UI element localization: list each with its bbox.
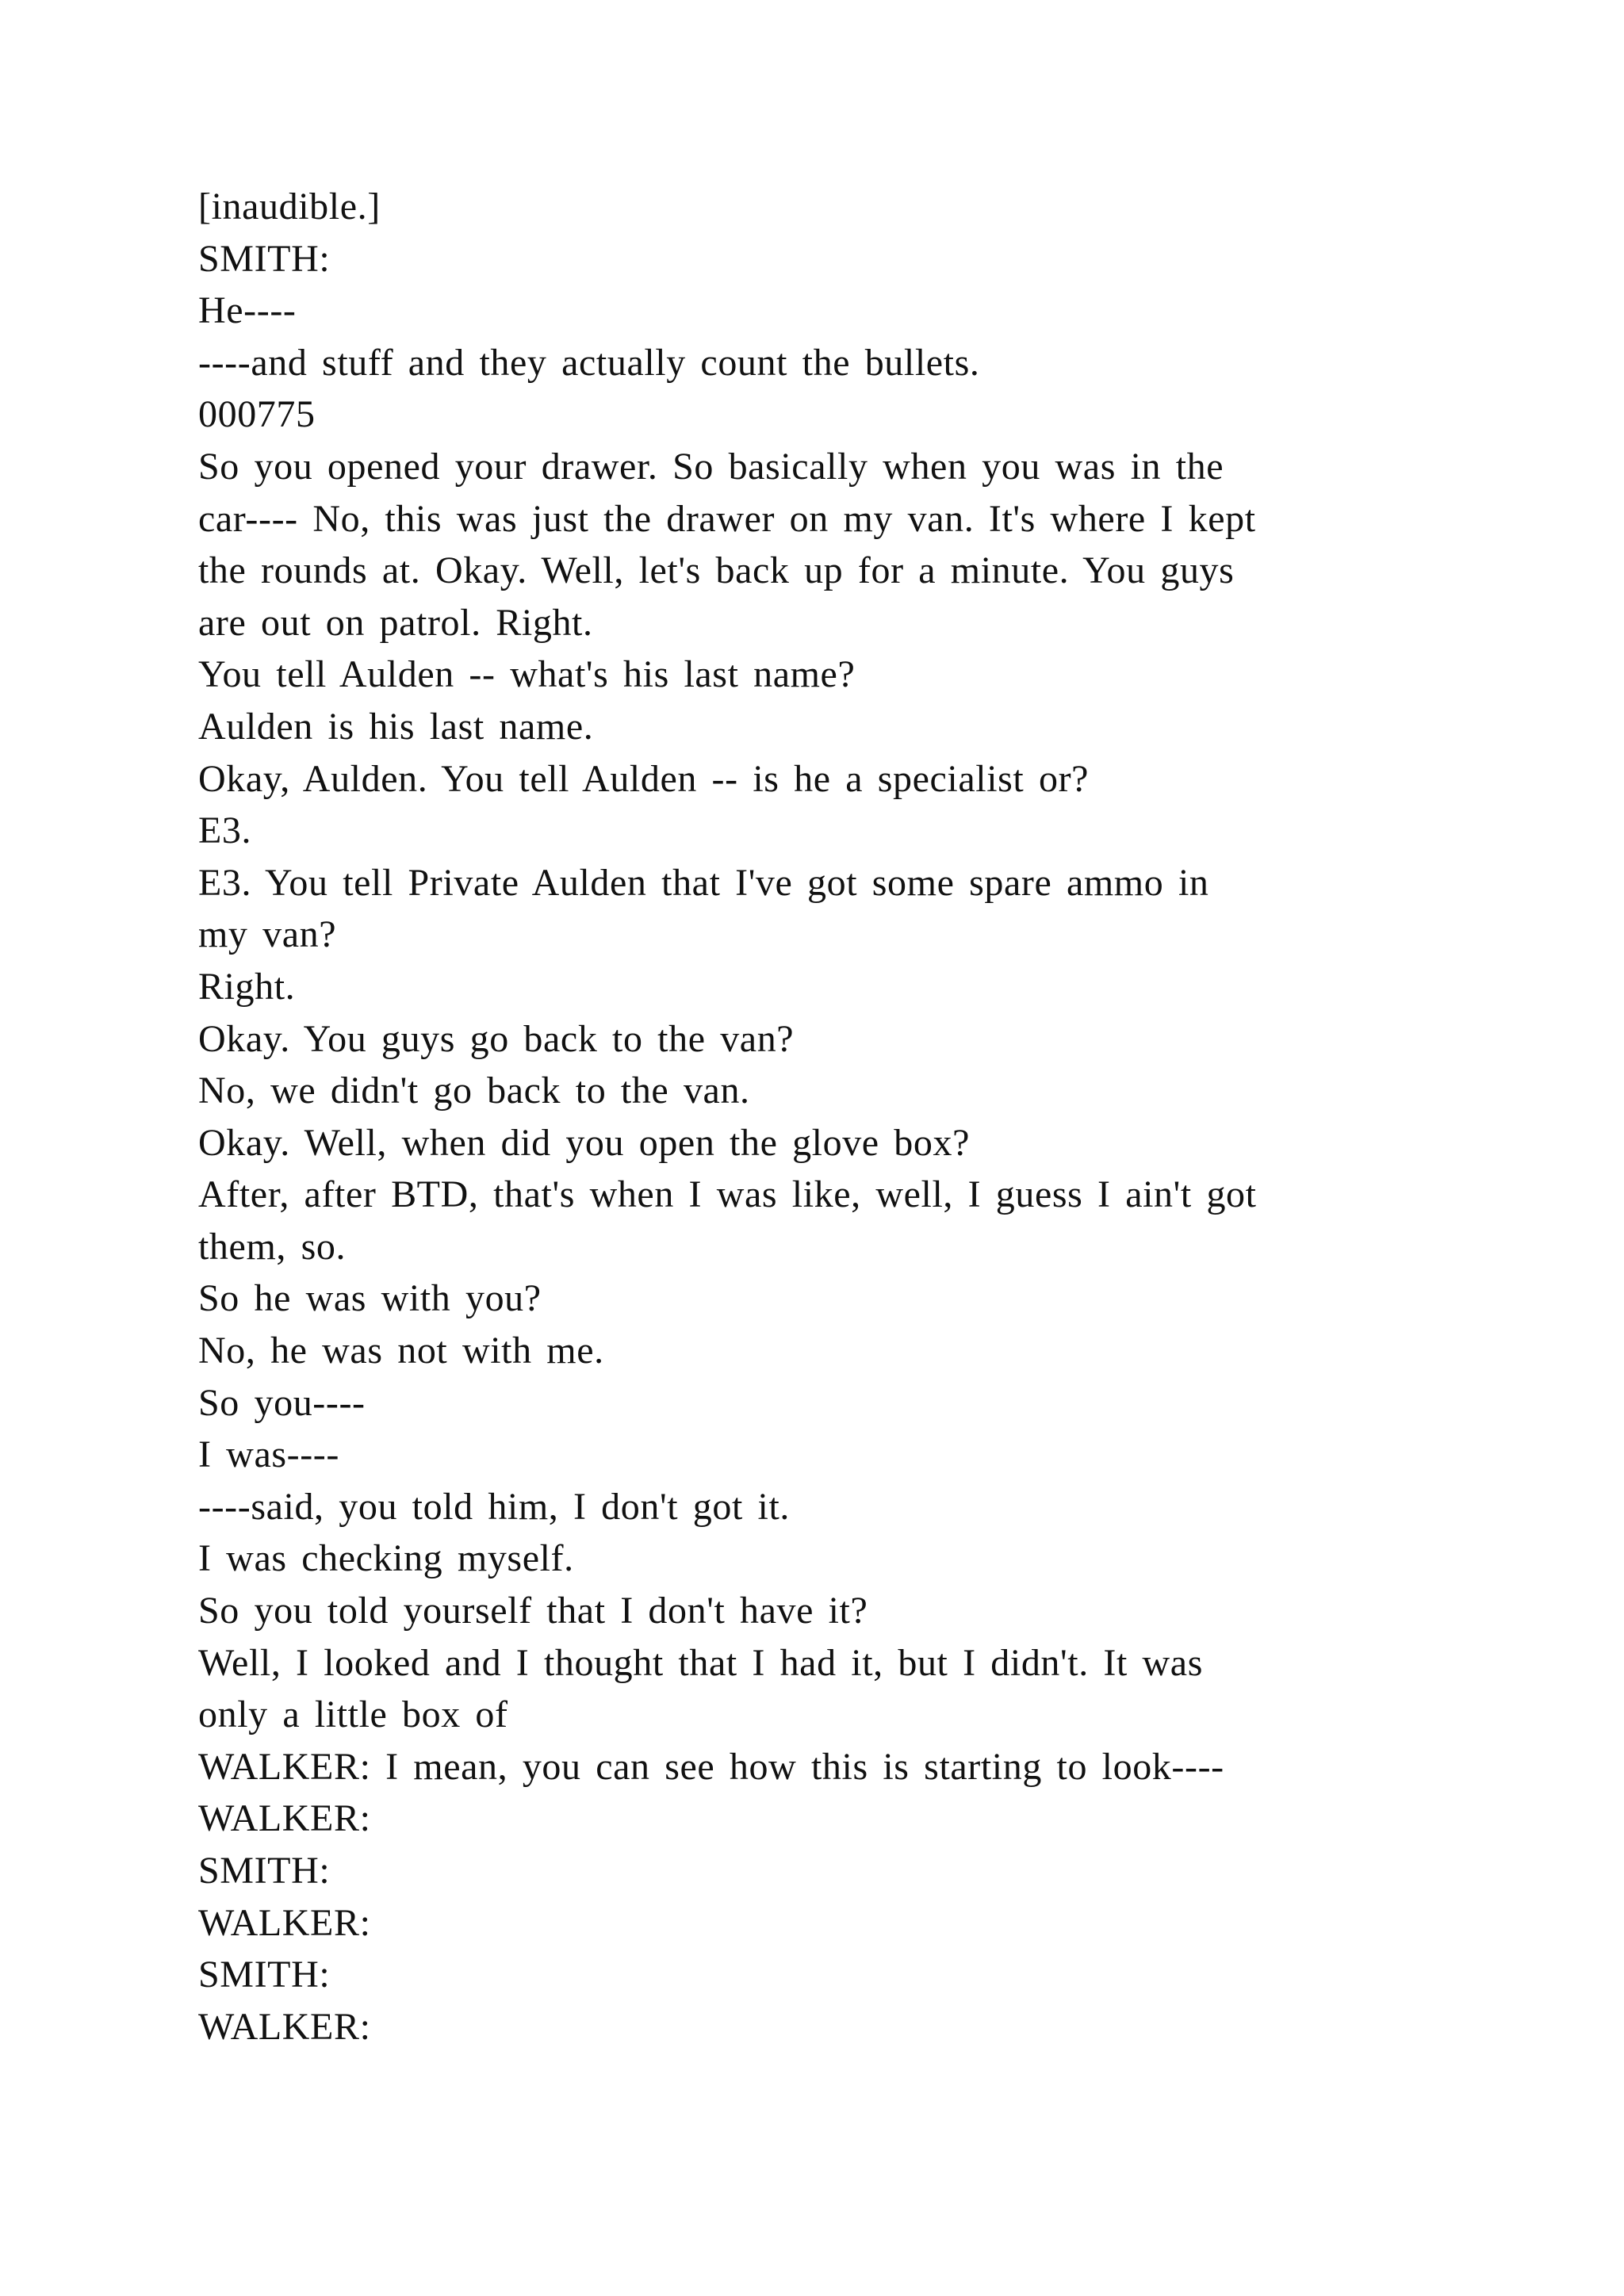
transcript-line: Okay, Aulden. You tell Aulden -- is he a specialist or? [198,757,1090,800]
transcript-line: ----and stuff and they actually count the bullets. [198,341,980,384]
speaker-label: SMITH: [198,1850,331,1892]
transcript-line: E3. You tell Private Aulden that I've got some spare ammo in [198,861,1209,904]
speaker-label: WALKER: [198,2005,371,2048]
bates-number: 000775 [198,393,316,436]
transcript-line: So he was with you? [198,1277,542,1320]
transcript-line: ----said, you told him, I don't got it. [198,1485,790,1528]
transcript-line: are out on patrol. Right. [198,601,593,644]
transcript-line: Okay. You guys go back to the van? [198,1017,795,1060]
transcript-text [198,181,1435,2053]
transcript-line: He---- [198,289,297,332]
transcript-line: So you---- [198,1381,366,1424]
transcript-line: I was---- [198,1433,339,1476]
transcript-line: Well, I looked and I thought that I had it, but I didn't. It was [198,1641,1203,1684]
transcript-line: Right. [198,965,296,1008]
transcript-line: So you opened your drawer. So basically when you was in the [198,445,1224,488]
transcript-line: E3. [198,809,252,852]
transcript-line: I was checking myself. [198,1537,574,1580]
transcript-line: the rounds at. Okay. Well, let's back up for a minute. You guys [198,549,1235,592]
speaker-label: SMITH: [198,237,331,280]
transcript-line: Okay. Well, when did you open the glove box? [198,1121,971,1164]
transcript-line: You tell Aulden -- what's his last name? [198,653,856,696]
transcript-line: After, after BTD, that's when I was like, well, I guess I ain't got [198,1173,1257,1216]
transcript-line: [inaudible.] [198,186,381,228]
speaker-label: SMITH: [198,1954,331,1996]
transcript-line: car---- No, this was just the drawer on my van. It's where I kept [198,497,1256,540]
transcript-line: only a little box of [198,1693,508,1736]
transcript-line: my van? [198,913,337,956]
transcript-line: No, he was not with me. [198,1330,604,1372]
speaker-label: WALKER: [198,1797,371,1840]
transcript-line: WALKER: I mean, you can see how this is starting to look---- [198,1745,1224,1788]
transcript-line: No, we didn't go back to the van. [198,1070,750,1112]
speaker-label: WALKER: [198,1901,371,1944]
transcript-line: them, so. [198,1225,347,1268]
transcript-line: Aulden is his last name. [198,705,594,748]
transcript-line: So you told yourself that I don't have it? [198,1590,868,1632]
